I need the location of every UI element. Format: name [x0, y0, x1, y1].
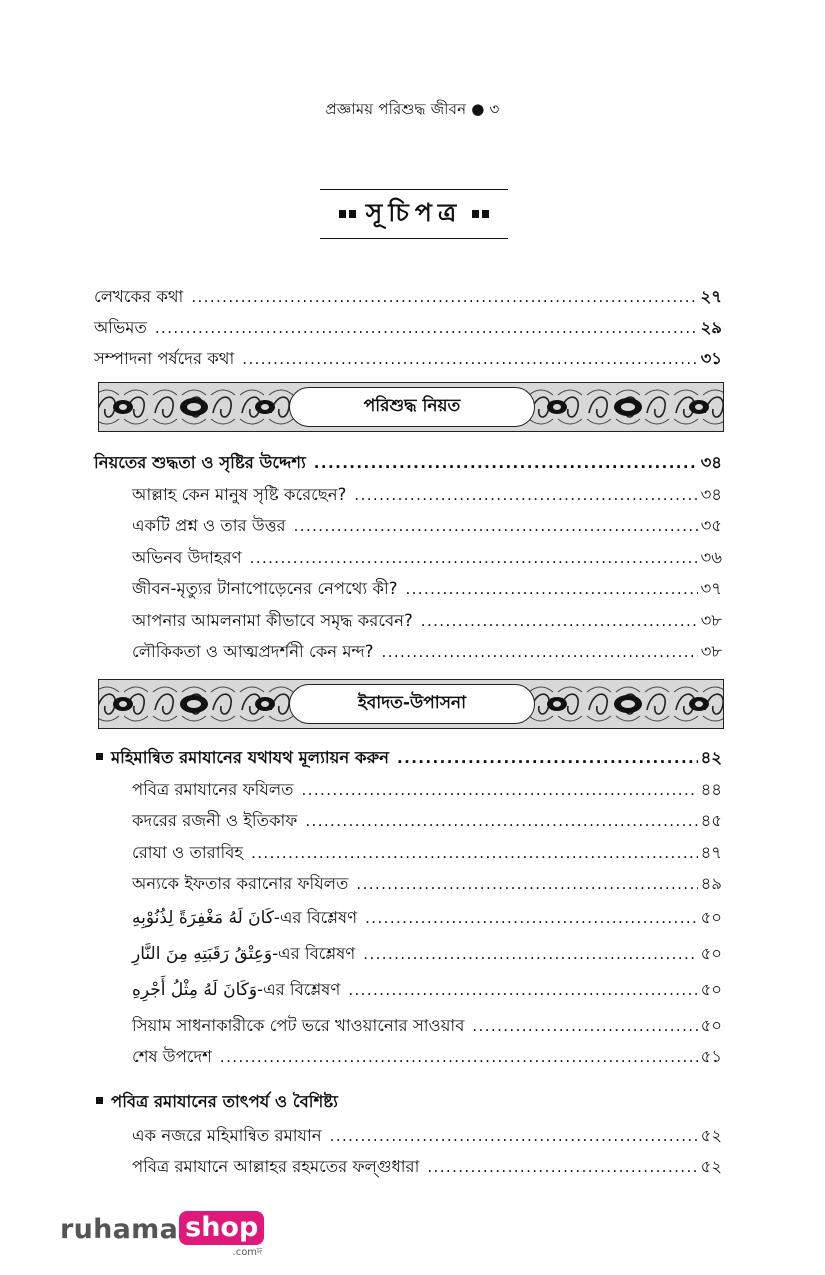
- toc-chapter-label: [96, 745, 397, 772]
- toc-entry[interactable]: [132, 1154, 722, 1181]
- toc-entry-text: -এর বিশ্লেষণ: [273, 908, 358, 927]
- toc-entry-page: ৪৯: [700, 874, 722, 893]
- toc-entry[interactable]: [132, 482, 722, 509]
- page-title: সূচিপত্র: [365, 197, 463, 227]
- dot-leader: [220, 1048, 698, 1066]
- toc-entry-page: ৫২: [700, 1157, 722, 1176]
- dot-leader: [354, 486, 697, 504]
- toc-entry-label: [132, 977, 348, 1004]
- toc-entry[interactable]: [94, 315, 722, 342]
- dot-leader: [472, 1017, 697, 1035]
- toc-entry[interactable]: [132, 545, 722, 572]
- toc-entry-label: সম্পাদনা পর্ষদের কথা: [94, 349, 235, 368]
- toc-entry[interactable]: [132, 1013, 722, 1040]
- toc-entry-page: ২৭: [700, 287, 722, 306]
- logo-brand-text: ruhama: [60, 1214, 179, 1245]
- toc-entry[interactable]: [132, 941, 722, 968]
- toc-chapter[interactable]: [94, 450, 722, 477]
- running-header: প্রজ্ঞাময় পরিশুদ্ধ জীবন ● ৩: [325, 100, 500, 118]
- toc-entry[interactable]: [132, 840, 722, 867]
- toc-chapter-page: ৪২: [700, 748, 722, 767]
- dot-leader: [397, 749, 698, 767]
- dot-leader: [305, 812, 697, 830]
- section-banner: [98, 679, 724, 729]
- toc-chapter-text: মহিমান্বিত রমাযানের যথাযথ মূল্যায়ন করুন: [111, 748, 390, 767]
- toc-entry-label: অভিমত: [94, 318, 147, 337]
- title-ornament-right: [472, 210, 489, 218]
- toc-entry[interactable]: [94, 284, 722, 311]
- arabic-phrase: وَكَانَ لَهُ مِثْلُ أَجْرِهِ: [132, 980, 258, 1000]
- dot-leader: [421, 612, 698, 630]
- toc-entry-page: ৩৮: [700, 642, 722, 661]
- toc-entry-label: সিয়াম সাধনাকারীকে পেট ভরে খাওয়ানোর সাওয়াব: [132, 1016, 465, 1035]
- dot-leader: [330, 1127, 698, 1145]
- toc-entry-label: লৌকিকতা ও আত্মপ্রদর্শনী কেন মন্দ?: [132, 642, 374, 661]
- section-banner: [98, 382, 724, 432]
- dot-leader: [314, 454, 698, 472]
- dot-leader: [356, 875, 697, 893]
- toc-entry-page: ৩৭: [700, 579, 722, 598]
- toc-entry-label: [132, 941, 363, 968]
- toc-entry[interactable]: [132, 905, 722, 932]
- section-title: ইবাদত-উপাসনা: [289, 684, 535, 724]
- toc-entry-label: [132, 905, 365, 932]
- toc-entry[interactable]: [132, 977, 722, 1004]
- toc-entry-page: ৩৪: [700, 485, 722, 504]
- toc-entry-label: কদরের রজনী ও ইতিকাফ: [132, 811, 298, 830]
- toc-entry[interactable]: [94, 346, 722, 373]
- toc-entry-label: আপনার আমলনামা কীভাবে সমৃদ্ধ করবেন?: [132, 611, 413, 630]
- toc-entry-label: পবিত্র রমাযানের ফযিলত: [132, 780, 294, 799]
- toc-entry-page: ২৯: [700, 318, 722, 337]
- toc-chapter-page: ৩৪: [700, 453, 722, 472]
- toc-entry-page: ৫০: [700, 908, 722, 927]
- dot-leader: [302, 781, 698, 799]
- toc-entry-page: ৩৮: [700, 611, 722, 630]
- toc-entry[interactable]: [132, 576, 722, 603]
- arabesque-motif: [529, 390, 723, 424]
- toc-entry-page: ৩১: [700, 349, 722, 368]
- toc-entry[interactable]: [132, 871, 722, 898]
- ruhama-shop-logo: [60, 1211, 264, 1258]
- dot-leader: [405, 580, 697, 598]
- logo-domain-text: .comদ: [232, 1247, 263, 1258]
- arabesque-motif: [99, 687, 293, 721]
- bullet-square-icon: [96, 1097, 103, 1104]
- toc-chapter[interactable]: [96, 745, 722, 772]
- toc-entry-text: -এর বিশ্লেষণ: [272, 944, 356, 963]
- toc-entry[interactable]: [132, 1044, 722, 1071]
- toc-chapter-label: [96, 1089, 346, 1116]
- toc-entry-page: ৪৭: [700, 843, 722, 862]
- toc-chapter-text: পবিত্র রমাযানের তাৎপর্য ও বৈশিষ্ট্য: [111, 1092, 338, 1111]
- toc-entry-label: পবিত্র রমাযানে আল্লাহর রহমতের ফল্গুধারা: [132, 1157, 420, 1176]
- section-title: পরিশুদ্ধ নিয়ত: [289, 387, 535, 427]
- toc-entry[interactable]: [132, 513, 722, 540]
- arabesque-motif: [99, 390, 293, 424]
- toc-entry[interactable]: [132, 777, 722, 804]
- toc-entry-page: ৫০: [700, 1016, 722, 1035]
- dot-leader: [251, 844, 697, 862]
- toc-entry-page: ৪৪: [700, 780, 722, 799]
- toc-entry-page: ৩৫: [700, 516, 722, 535]
- arabic-phrase: وَعِتْقُ رَقَبَتِهِ مِنَ النَّارِ: [132, 944, 273, 964]
- dot-leader: [365, 909, 697, 927]
- toc-entry[interactable]: [132, 608, 722, 635]
- toc-entry-text: -এর বিশ্লেষণ: [257, 980, 341, 999]
- arabic-phrase: كَانَ لَهُ مَغْفِرَةً لِذُنُوْبِهِ: [132, 908, 274, 928]
- toc-entry-page: ৫০: [700, 980, 722, 999]
- toc-entry-label: আল্লাহ কেন মানুষ সৃষ্টি করেছেন?: [132, 485, 347, 504]
- toc-entry-label: শেষ উপদেশ: [132, 1047, 212, 1066]
- toc-entry-page: ৫২: [700, 1126, 722, 1145]
- bullet-square-icon: [96, 753, 103, 760]
- toc-entry-label: একটি প্রশ্ন ও তার উত্তর: [132, 516, 286, 535]
- toc-entry[interactable]: [132, 1123, 722, 1150]
- toc-entry[interactable]: [132, 808, 722, 835]
- title-ornament-left: [339, 210, 356, 218]
- toc-title-box: [320, 189, 508, 239]
- toc-chapter[interactable]: [96, 1089, 722, 1116]
- toc-entry-page: ৫১: [700, 1047, 722, 1066]
- toc-entry-label: অভিনব উদাহরণ: [132, 548, 242, 567]
- toc-entry-label: জীবন-মৃত্যুর টানাপোড়েনের নেপথ্যে কী?: [132, 579, 398, 598]
- dot-leader: [294, 517, 698, 535]
- dot-leader: [155, 319, 698, 337]
- toc-entry-page: ৩৬: [700, 548, 722, 567]
- dot-leader: [427, 1158, 697, 1176]
- toc-chapter-label: নিয়তের শুদ্ধতা ও সৃষ্টির উদ্দেশ্য: [94, 453, 306, 472]
- toc-entry[interactable]: [132, 639, 722, 666]
- dot-leader: [363, 945, 697, 963]
- toc-entry-label: লেখকের কথা: [94, 287, 184, 306]
- toc-entry-page: ৪৫: [700, 811, 722, 830]
- arabesque-motif: [529, 687, 723, 721]
- toc-entry-label: অন্যকে ইফতার করানোর ফযিলত: [132, 874, 349, 893]
- dot-leader: [191, 288, 697, 306]
- dot-leader: [348, 981, 697, 999]
- dot-leader: [382, 643, 698, 661]
- logo-shop-badge: [179, 1211, 264, 1258]
- toc-entry-label: রোযা ও তারাবিহ: [132, 843, 244, 862]
- toc-entry-page: ৫০: [700, 944, 722, 963]
- dot-leader: [250, 549, 698, 567]
- dot-leader: [242, 350, 697, 368]
- toc-entry-label: এক নজরে মহিমান্বিত রমাযান: [132, 1126, 322, 1145]
- logo-shop-text: shop: [179, 1211, 264, 1245]
